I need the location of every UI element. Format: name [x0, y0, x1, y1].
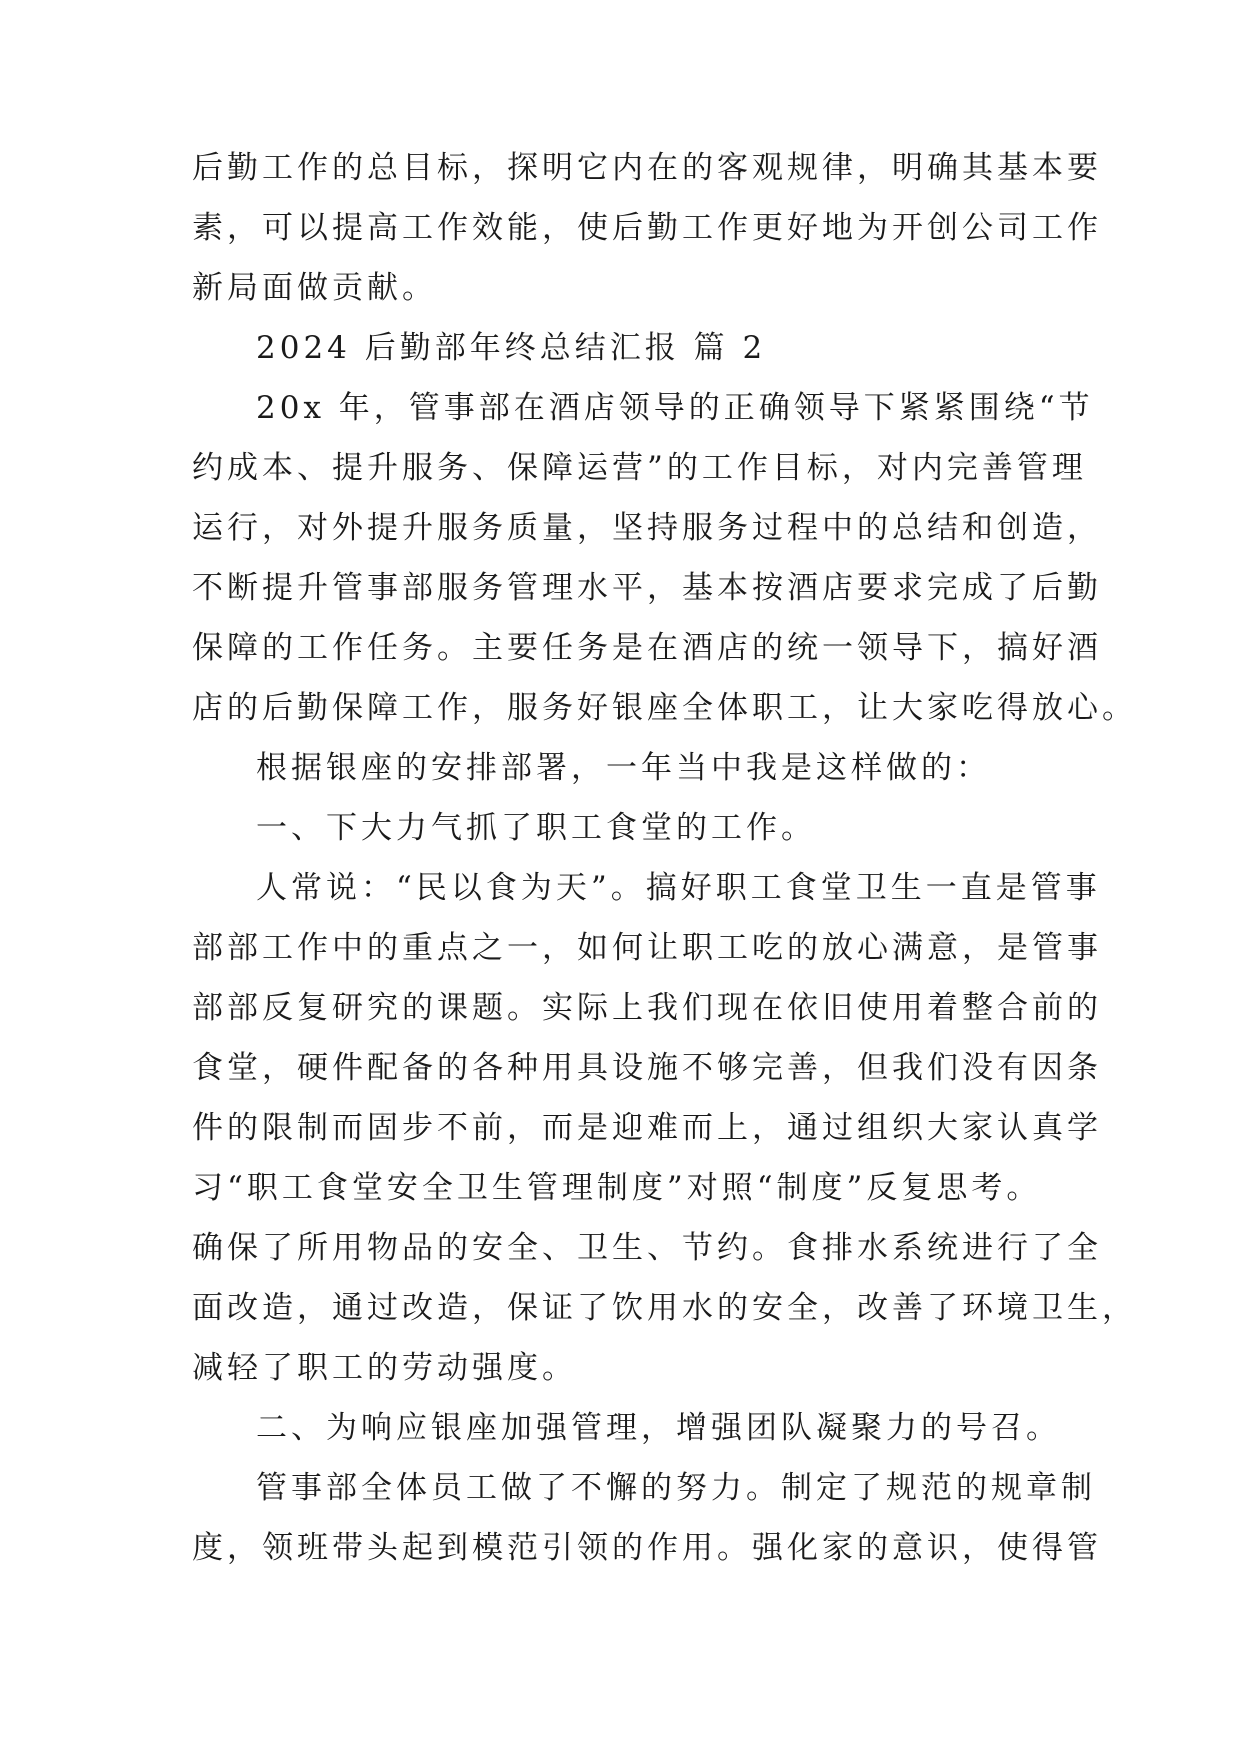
text-line: 确保了所用物品的安全、卫生、节约。食排水系统进行了全 [192, 1230, 1102, 1266]
text-line: 管事部全体员工做了不懈的努力。制定了规范的规章制 [256, 1470, 1096, 1506]
text-line: 素，可以提高工作效能，使后勤工作更好地为开创公司工作 [192, 210, 1102, 246]
text-line: 件的限制而固步不前，而是迎难而上，通过组织大家认真学 [192, 1110, 1102, 1146]
text-line: 度，领班带头起到模范引领的作用。强化家的意识，使得管 [192, 1530, 1102, 1566]
text-line: 人常说：“民以食为天”。搞好职工食堂卫生一直是管事 [256, 870, 1101, 906]
text-line: 新局面做贡献。 [192, 270, 437, 306]
text-line: 约成本、提升服务、保障运营”的工作目标，对内完善管理 [192, 450, 1087, 486]
text-line: 后勤工作的总目标，探明它内在的客观规律，明确其基本要 [192, 150, 1102, 186]
text-line: 不断提升管事部服务管理水平，基本按酒店要求完成了后勤 [192, 570, 1102, 606]
section-heading: 2024 后勤部年终总结汇报 篇 2 [256, 330, 767, 366]
text-line: 部部反复研究的课题。实际上我们现在依旧使用着整合前的 [192, 990, 1102, 1026]
text-line: 店的后勤保障工作，服务好银座全体职工，让大家吃得放心。 [192, 690, 1137, 726]
text-line: 习“职工食堂安全卫生管理制度”对照“制度”反复思考。 [192, 1170, 1042, 1206]
document-body [192, 138, 1137, 1578]
text-line: 运行，对外提升服务质量，坚持服务过程中的总结和创造， [192, 510, 1102, 546]
text-line: 减轻了职工的劳动强度。 [192, 1350, 577, 1386]
text-line: 食堂，硬件配备的各种用具设施不够完善，但我们没有因条 [192, 1050, 1102, 1086]
text-line: 部部工作中的重点之一，如何让职工吃的放心满意，是管事 [192, 930, 1102, 966]
text-line: 保障的工作任务。主要任务是在酒店的统一领导下，搞好酒 [192, 630, 1102, 666]
text-line: 根据银座的安排部署，一年当中我是这样做的： [256, 750, 991, 786]
subheading: 一、下大力气抓了职工食堂的工作。 [256, 810, 816, 846]
subheading: 二、为响应银座加强管理，增强团队凝聚力的号召。 [256, 1410, 1061, 1446]
text-line: 面改造，通过改造，保证了饮用水的安全，改善了环境卫生， [192, 1290, 1137, 1326]
text-line: 20x 年，管事部在酒店领导的正确领导下紧紧围绕“节 [256, 390, 1094, 426]
